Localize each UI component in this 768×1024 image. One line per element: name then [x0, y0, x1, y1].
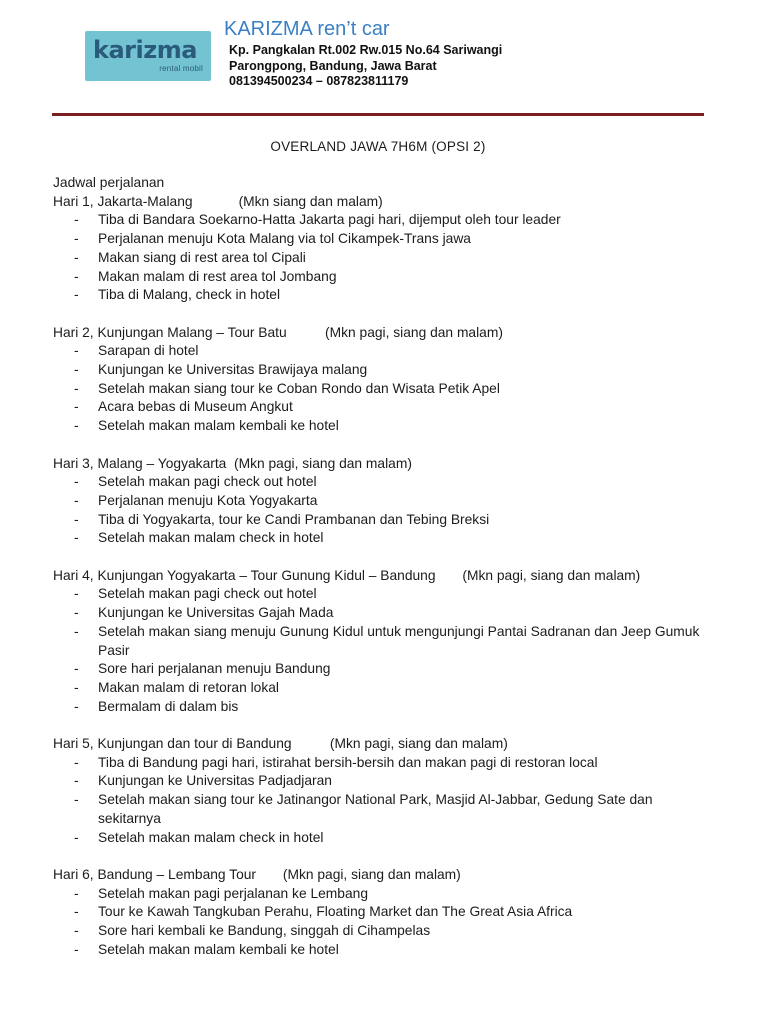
bullet-dash: -: [74, 530, 79, 546]
logo-wordmark: karizma: [93, 36, 197, 64]
bullet-dash: -: [74, 380, 79, 396]
activity-text: Setelah makan pagi perjalanan ke Lembang: [98, 885, 368, 901]
bullet-dash: -: [74, 904, 79, 920]
bullet-dash: -: [74, 287, 79, 303]
activity-item: [53, 623, 713, 660]
day-activity-list: [53, 473, 713, 548]
activity-item: [53, 211, 713, 230]
activity-text: Tiba di Malang, check in hotel: [98, 287, 281, 303]
bullet-dash: -: [74, 212, 79, 228]
activity-text: Makan malam di rest area tol Jombang: [98, 268, 337, 284]
activity-text: Setelah makan malam kembali ke hotel: [98, 941, 339, 957]
day-section: [53, 324, 713, 436]
bullet-dash: -: [74, 399, 79, 415]
day-title-gap: [226, 456, 234, 471]
activity-text: Kunjungan ke Universitas Brawijaya malang: [98, 362, 368, 378]
activity-text: Setelah makan malam kembali ke hotel: [98, 418, 339, 434]
activity-item: [53, 772, 713, 791]
bullet-dash: -: [74, 231, 79, 247]
activity-item: [53, 903, 713, 922]
activity-text: Sore hari perjalanan menuju Bandung: [98, 661, 331, 677]
bullet-dash: -: [74, 773, 79, 789]
day-activity-list: [53, 585, 713, 716]
day-title-gap: [292, 736, 330, 751]
activity-text: Tiba di Bandung pagi hari, istirahat bersih-bersih dan makan pagi di restoran local: [98, 754, 598, 770]
activity-text: Acara bebas di Museum Angkut: [98, 399, 293, 415]
bullet-dash: -: [74, 249, 79, 265]
day-title: Hari 6, Bandung – Lembang Tour: [53, 866, 257, 882]
bullet-dash: -: [74, 492, 79, 508]
activity-text: Setelah makan pagi check out hotel: [98, 586, 317, 602]
bullet-dash: -: [74, 941, 79, 957]
activity-item: [53, 492, 713, 511]
activity-item: [53, 417, 713, 436]
activity-item: [53, 511, 713, 530]
activity-text: Makan malam di retoran lokal: [98, 679, 279, 695]
activity-item: [53, 230, 713, 249]
activity-text: Sore hari kembali ke Bandung, singgah di Cihampelas: [98, 923, 431, 939]
day-title: Hari 5, Kunjungan dan tour di Bandung: [53, 736, 292, 752]
activity-text: Perjalanan menuju Kota Malang via tol Cikampek-Trans jawa: [98, 231, 471, 247]
day-meals: (Mkn pagi, siang dan malam): [329, 736, 508, 752]
day-activity-list: [53, 342, 713, 436]
bullet-dash: -: [74, 754, 79, 770]
activity-item: [53, 473, 713, 492]
activity-text: Setelah makan pagi check out hotel: [98, 474, 317, 490]
company-logo: [85, 31, 211, 81]
day-title: Hari 1, Jakarta-Malang: [53, 193, 193, 209]
company-address: [229, 43, 502, 90]
day-activity-list: [53, 754, 713, 848]
activity-item: [53, 791, 713, 828]
activity-item: [53, 829, 713, 848]
bullet-dash: -: [74, 623, 79, 639]
bullet-dash: -: [74, 661, 79, 677]
bullet-dash: -: [74, 923, 79, 939]
activity-item: [53, 398, 713, 417]
day-heading: [53, 193, 713, 212]
logo-subtext: rental mobil: [159, 64, 203, 73]
day-heading: [53, 866, 713, 885]
address-line: Kp. Pangkalan Rt.002 Rw.015 No.64 Sariwangi: [229, 43, 503, 57]
day-section: [53, 735, 713, 847]
activity-item: [53, 342, 713, 361]
document-title: OVERLAND JAWA 7H6M (OPSI 2): [270, 139, 486, 154]
address-line: Parongpong, Bandung, Jawa Barat: [229, 58, 437, 73]
day-heading: [53, 455, 713, 474]
day-section: [53, 193, 713, 305]
day-section: [53, 455, 713, 549]
day-heading: [53, 324, 713, 343]
activity-item: [53, 754, 713, 773]
activity-text: Sarapan di hotel: [98, 343, 199, 359]
activity-item: [53, 529, 713, 548]
activity-item: [53, 585, 713, 604]
bullet-dash: -: [74, 474, 79, 490]
activity-text: Setelah makan siang tour ke Jatinangor National Park, Masjid Al-Jabbar, Gedung Sate dan sekitarnya: [98, 792, 653, 826]
activity-text: Tour ke Kawah Tangkuban Perahu, Floating Market dan The Great Asia Africa: [98, 904, 573, 920]
header-divider: [52, 113, 704, 116]
activity-text: Tiba di Yogyakarta, tour ke Candi Prambanan dan Tebing Breksi: [98, 511, 490, 527]
activity-item: [53, 922, 713, 941]
day-meals: (Mkn pagi, siang dan malam): [282, 866, 461, 882]
day-heading: [53, 735, 713, 754]
activity-text: Makan siang di rest area tol Cipali: [98, 249, 306, 265]
activity-text: Bermalam di dalam bis: [98, 698, 239, 714]
activity-item: [53, 361, 713, 380]
bullet-dash: -: [74, 268, 79, 284]
day-activity-list: [53, 885, 713, 960]
day-meals: (Mkn pagi, siang dan malam): [325, 324, 503, 340]
day-heading: [53, 567, 713, 586]
day-title-gap: [436, 568, 463, 583]
bullet-dash: -: [74, 605, 79, 621]
itinerary: [53, 174, 713, 959]
activity-item: [53, 679, 713, 698]
activity-item: [53, 698, 713, 717]
bullet-dash: -: [74, 829, 79, 845]
activity-text: Tiba di Bandara Soekarno-Hatta Jakarta pagi hari, dijemput oleh tour leader: [98, 212, 561, 228]
day-title: Hari 3, Malang – Yogyakarta: [53, 455, 227, 471]
activity-item: [53, 660, 713, 679]
activity-text: Perjalanan menuju Kota Yogyakarta: [98, 492, 318, 508]
itinerary-days: [53, 193, 713, 960]
day-section: [53, 866, 713, 960]
phone-line: 081394500234 – 087823811179: [229, 74, 409, 88]
activity-item: [53, 380, 713, 399]
day-title-gap: [193, 194, 239, 209]
activity-text: Setelah makan siang tour ke Coban Rondo dan Wisata Petik Apel: [98, 380, 500, 396]
day-title-gap: [256, 867, 283, 882]
bullet-dash: -: [74, 362, 79, 378]
bullet-dash: -: [74, 885, 79, 901]
schedule-label: Jadwal perjalanan: [53, 175, 165, 190]
activity-text: Setelah makan malam check in hotel: [98, 530, 324, 546]
day-title: Hari 2, Kunjungan Malang – Tour Batu: [53, 324, 287, 340]
bullet-dash: -: [74, 698, 79, 714]
activity-text: Kunjungan ke Universitas Gajah Mada: [98, 605, 334, 621]
activity-item: [53, 249, 713, 268]
day-meals: (Mkn pagi, siang dan malam): [234, 455, 412, 471]
bullet-dash: -: [74, 343, 79, 359]
bullet-dash: -: [74, 679, 79, 695]
day-meals: (Mkn siang dan malam): [238, 193, 383, 209]
activity-text: Kunjungan ke Universitas Padjadjaran: [98, 773, 332, 789]
company-name: KARIZMA ren’t car: [224, 18, 390, 40]
bullet-dash: -: [74, 792, 79, 808]
activity-item: [53, 941, 713, 960]
day-title-gap: [287, 325, 325, 340]
activity-text: Setelah makan siang menuju Gunung Kidul untuk mengunjungi Pantai Sadranan dan Jeep Gumuk Pasir: [98, 623, 700, 658]
day-activity-list: [53, 211, 713, 305]
day-section: [53, 567, 713, 717]
activity-item: [53, 885, 713, 904]
activity-item: [53, 268, 713, 287]
activity-text: Setelah makan malam check in hotel: [98, 829, 324, 845]
activity-item: [53, 604, 713, 623]
day-title: Hari 4, Kunjungan Yogyakarta – Tour Gunung Kidul – Bandung: [53, 567, 436, 583]
bullet-dash: -: [74, 586, 79, 602]
bullet-dash: -: [74, 418, 79, 434]
activity-item: [53, 286, 713, 305]
day-meals: (Mkn pagi, siang dan malam): [462, 567, 641, 583]
bullet-dash: -: [74, 511, 79, 527]
